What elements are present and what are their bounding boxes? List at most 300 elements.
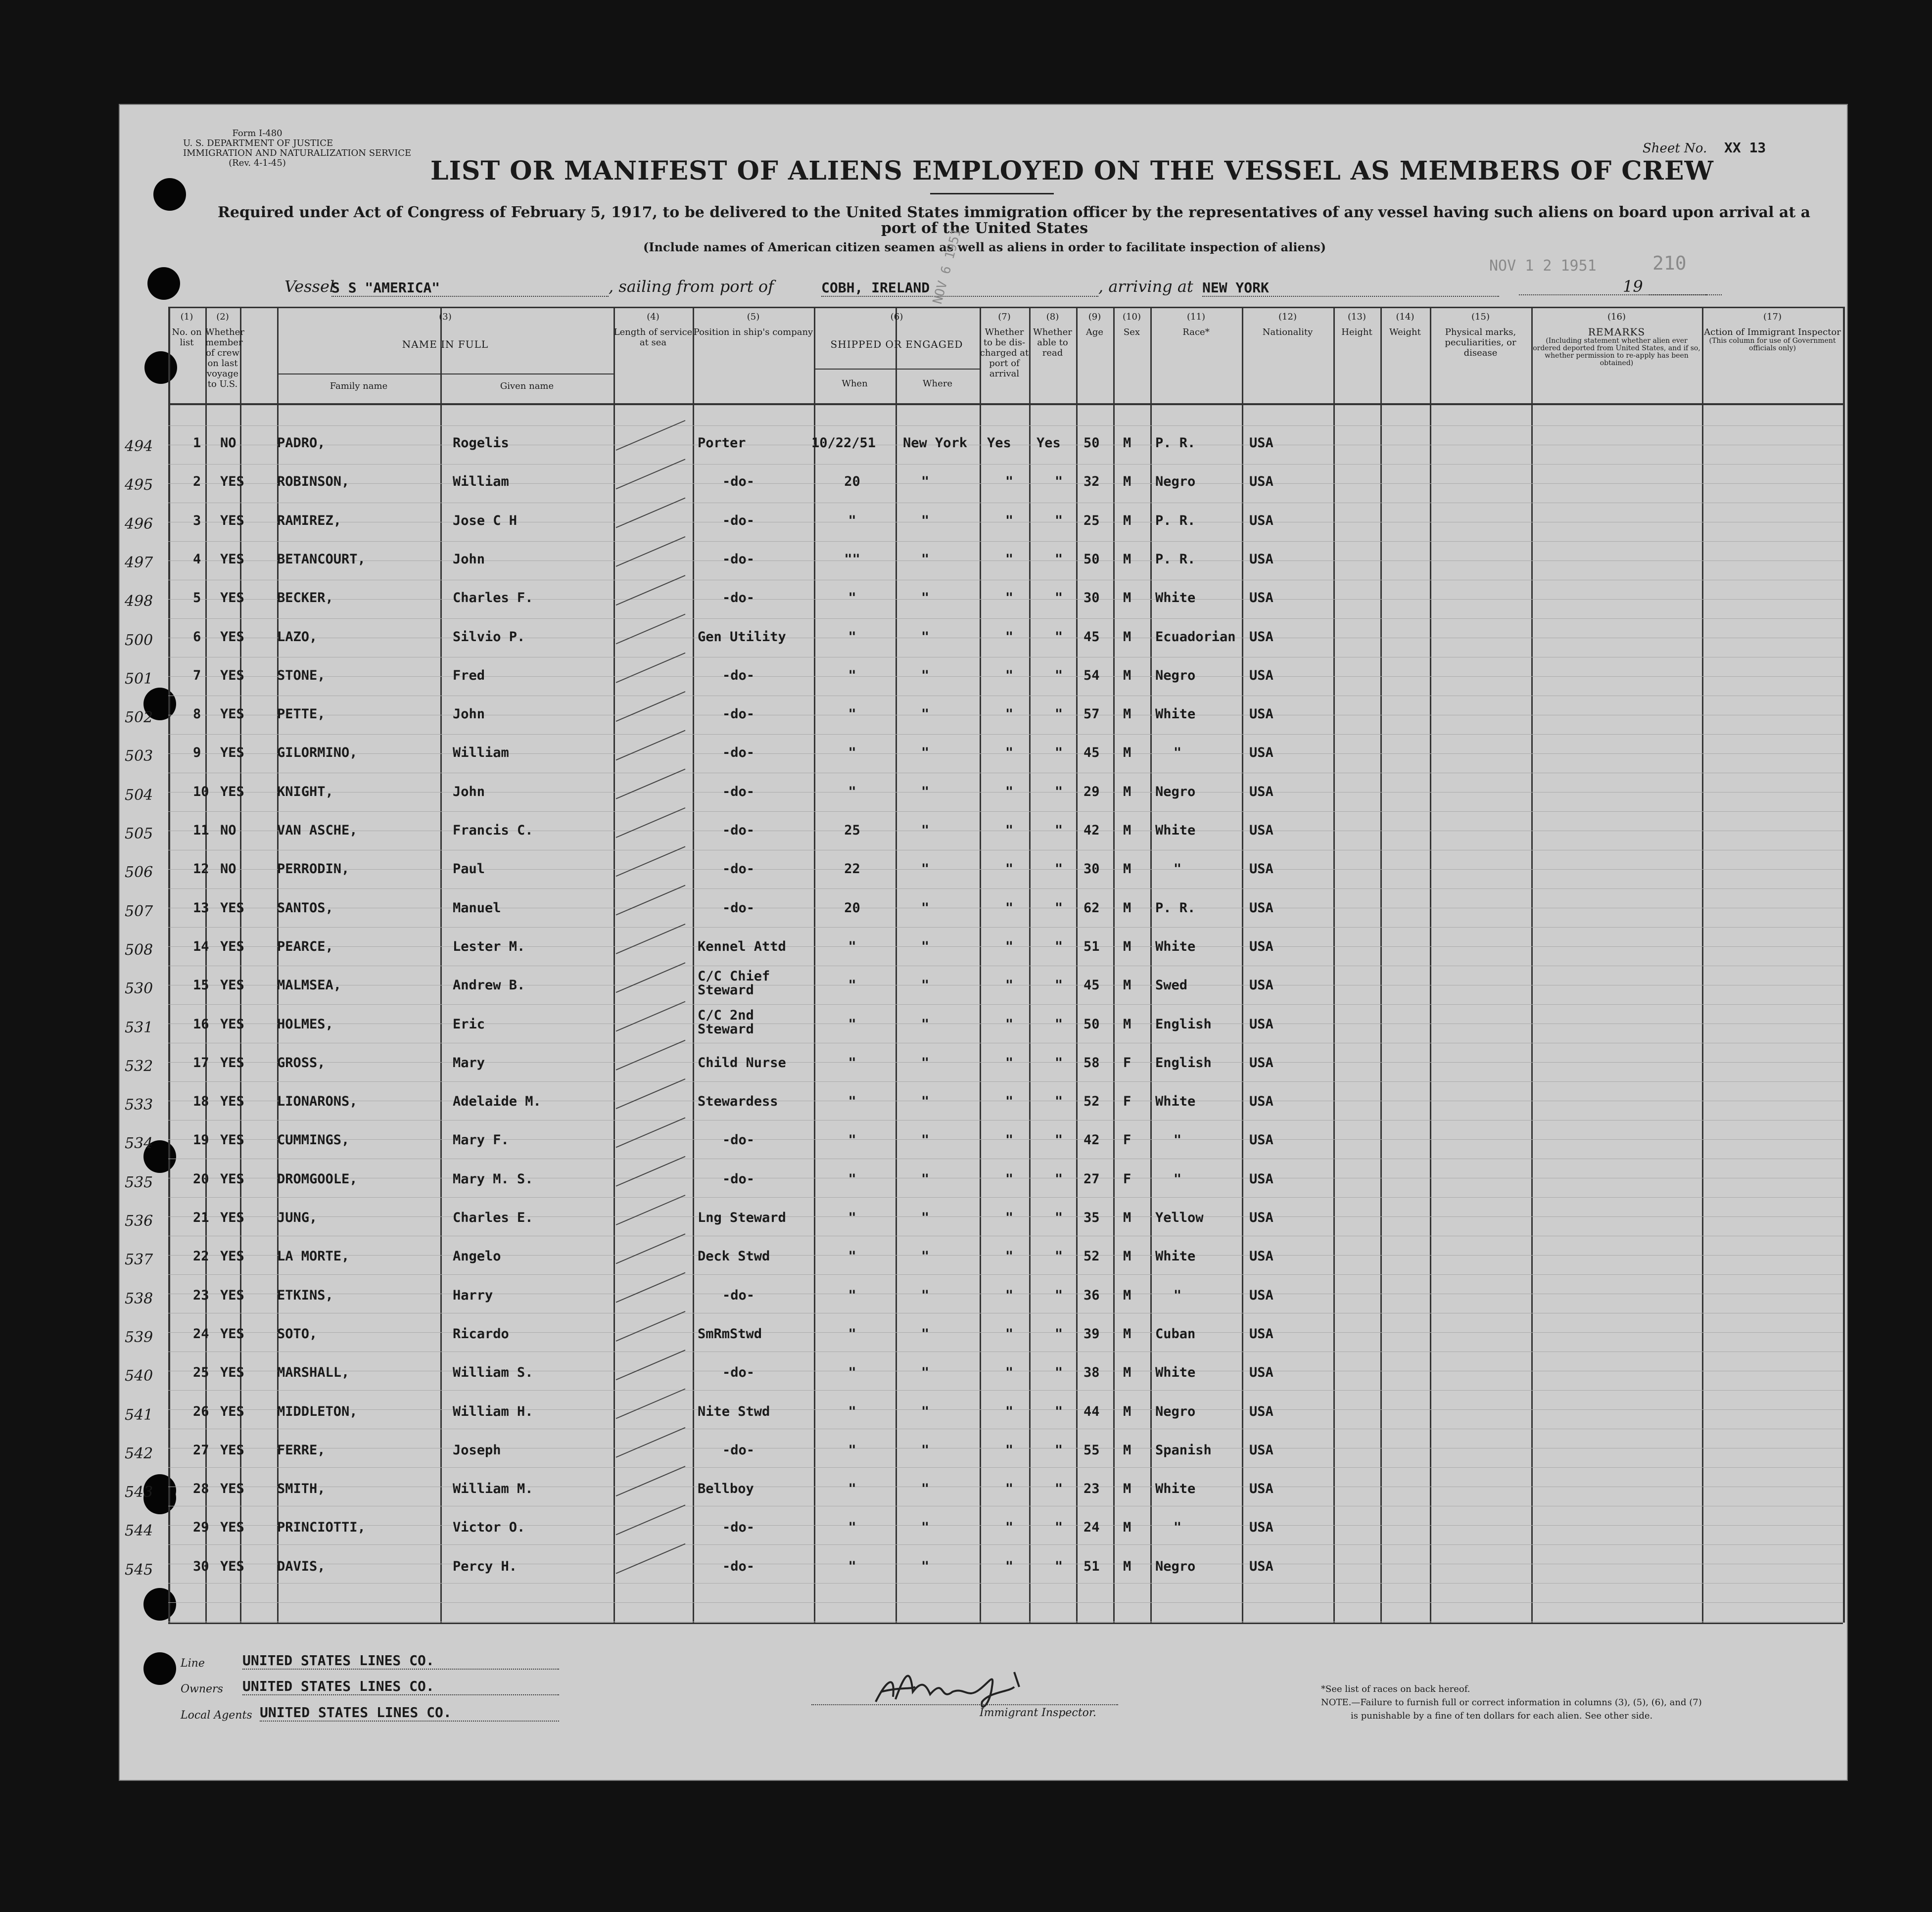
length-of-service-strokes: [611, 403, 695, 1620]
race: Negro: [1155, 667, 1196, 683]
vessel-name: S S "AMERICA": [331, 280, 609, 297]
shipped-when: 25: [844, 823, 860, 838]
shipped-when: 22: [844, 861, 860, 877]
race: P. R.: [1155, 513, 1196, 528]
ledger-rule: [168, 811, 1843, 812]
shipped-when: ": [848, 938, 856, 954]
ledger-rule: [168, 888, 1843, 889]
row-number: 24: [193, 1326, 209, 1342]
column-header: [1333, 312, 1380, 337]
sex: M: [1123, 1326, 1131, 1342]
shipped-where: ": [921, 590, 930, 606]
nationality: USA: [1249, 1520, 1273, 1536]
shipped-when: ": [848, 1132, 856, 1148]
given-name: Eric: [453, 1016, 485, 1032]
row-number: 19: [193, 1132, 209, 1148]
race: ": [1173, 1520, 1182, 1536]
sex: M: [1123, 900, 1131, 916]
row-number: 8: [193, 706, 201, 722]
family-name: ETKINS,: [277, 1287, 333, 1303]
family-name: PETTE,: [277, 706, 326, 722]
position: -do-: [722, 784, 755, 799]
shipped-where: ": [921, 978, 930, 993]
vessel-label: Vessel: [284, 277, 335, 296]
position: -do-: [722, 706, 755, 722]
sex: M: [1123, 823, 1131, 838]
sex: M: [1123, 1442, 1131, 1458]
shipped-when: ": [848, 745, 856, 761]
margin-line-number: 540: [125, 1367, 153, 1385]
margin-line-number: 538: [125, 1290, 153, 1307]
given-name: Joseph: [453, 1442, 501, 1458]
given-name: Fred: [453, 667, 485, 683]
given-name: Mary: [453, 1055, 485, 1071]
able-to-read: ": [1054, 745, 1063, 761]
ditto-stroke: [616, 1157, 685, 1186]
given-name: Angelo: [453, 1249, 501, 1264]
shipped-where: ": [921, 629, 930, 645]
ditto-stroke: [616, 1389, 685, 1419]
discharged: ": [1005, 551, 1014, 567]
nationality: USA: [1249, 667, 1273, 683]
age: 30: [1084, 861, 1100, 877]
ledger-rule: [168, 1004, 1843, 1005]
race: Swed: [1155, 978, 1188, 993]
discharged: ": [1005, 1171, 1014, 1187]
margin-line-number: 537: [125, 1251, 153, 1269]
able-to-read: ": [1054, 629, 1063, 645]
ditto-stroke: [616, 692, 685, 721]
column-number: (8): [1046, 312, 1059, 322]
position: C/C Chief Steward: [698, 969, 770, 998]
margin-line-number: 502: [125, 709, 153, 727]
given-name: John: [453, 706, 485, 722]
column-number: (2): [216, 312, 229, 322]
column-header: [1531, 312, 1702, 367]
column-number: (3): [439, 312, 452, 322]
row-number: 15: [193, 978, 209, 993]
shipped-when: ": [848, 1016, 856, 1032]
column-label: Physical marks, peculiarities, or disease: [1445, 327, 1516, 358]
nationality: USA: [1249, 474, 1273, 490]
race: Spanish: [1155, 1442, 1212, 1458]
previous-voyage: YES: [220, 1520, 244, 1536]
year-label: 19: [1623, 277, 1643, 296]
position: -do-: [722, 513, 755, 528]
column-number: (13): [1348, 312, 1366, 322]
shipped-where: ": [921, 1249, 930, 1264]
shipped-where: ": [921, 1132, 930, 1148]
margin-line-number: 536: [125, 1212, 153, 1230]
given-name: Mary F.: [453, 1132, 509, 1148]
discharged: ": [1005, 667, 1014, 683]
able-to-read: ": [1054, 784, 1063, 799]
previous-voyage: YES: [220, 938, 244, 954]
ditto-stroke: [616, 420, 685, 450]
column-divider: [1242, 307, 1243, 1623]
penalty-note-2: is punishable by a fine of ten dollars for each alien. See other side.: [1351, 1711, 1653, 1721]
shipped-where: ": [921, 784, 930, 799]
column-label: No. on list: [172, 327, 202, 348]
ledger-rule: [168, 618, 1843, 619]
shipped-when: ": [848, 1287, 856, 1303]
ledger-rule: [168, 541, 1843, 542]
discharged: ": [1005, 513, 1014, 528]
column-header: [1242, 312, 1333, 337]
sex: M: [1123, 435, 1131, 451]
nationality: USA: [1249, 706, 1273, 722]
row-number: 7: [193, 667, 201, 683]
shipped-where: ": [921, 938, 930, 954]
race: P. R.: [1155, 900, 1196, 916]
ditto-stroke: [616, 1505, 685, 1535]
row-number: 13: [193, 900, 209, 916]
row-number: 3: [193, 513, 201, 528]
agents-label: Local Agents: [181, 1709, 252, 1722]
margin-line-number: 535: [125, 1173, 153, 1191]
age: 25: [1084, 513, 1100, 528]
sex: M: [1123, 861, 1131, 877]
discharged: ": [1005, 978, 1014, 993]
shipped-where: ": [921, 1055, 930, 1071]
row-number: 18: [193, 1094, 209, 1110]
position: -do-: [722, 1558, 755, 1574]
previous-voyage: YES: [220, 1287, 244, 1303]
age: 45: [1084, 745, 1100, 761]
punch-hole: [144, 351, 177, 384]
discharged: ": [1005, 1210, 1014, 1225]
row-number: 6: [193, 629, 201, 645]
position: -do-: [722, 1287, 755, 1303]
column-number: (12): [1278, 312, 1297, 322]
shipped-where: ": [921, 1481, 930, 1497]
discharged: ": [1005, 706, 1014, 722]
shipped-when: ": [848, 1365, 856, 1381]
margin-line-number: 505: [125, 825, 153, 842]
margin-line-number: 508: [125, 941, 153, 959]
race: ": [1173, 1287, 1182, 1303]
subtitle-include: (Include names of American citizen seamen as well as aliens in order to facilitate inspection of aliens): [643, 240, 1326, 254]
row-number: 23: [193, 1287, 209, 1303]
sailing-label: , sailing from port of: [609, 277, 774, 296]
sheet-label: Sheet No.: [1643, 141, 1707, 156]
form-dept: U. S. DEPARTMENT OF JUSTICE: [183, 138, 333, 148]
family-name: RAMIREZ,: [277, 513, 342, 528]
nationality: USA: [1249, 1365, 1273, 1381]
column-label: Whether to be dis-charged at port of arrival: [980, 327, 1029, 379]
ditto-stroke: [616, 846, 685, 876]
ditto-stroke: [616, 1273, 685, 1303]
column-label: Position in ship's company: [693, 327, 813, 337]
family-name: PERRODIN,: [277, 861, 350, 877]
family-name: MARSHALL,: [277, 1365, 350, 1381]
ditto-stroke: [616, 614, 685, 644]
column-divider: [1380, 307, 1382, 1623]
discharged: Yes: [987, 435, 1011, 451]
column-label: NAME IN FULL: [402, 338, 489, 350]
nationality: USA: [1249, 513, 1273, 528]
column-number: (10): [1123, 312, 1141, 322]
family-name: PEARCE,: [277, 938, 333, 954]
margin-line-number: 501: [125, 670, 153, 688]
ditto-stroke: [616, 924, 685, 954]
race: White: [1155, 1249, 1196, 1264]
position: Stewardess: [698, 1094, 778, 1110]
given-name: Silvio P.: [453, 629, 525, 645]
age: 23: [1084, 1481, 1100, 1497]
position: -do-: [722, 900, 755, 916]
shipped-when: 10/22/51: [811, 435, 876, 451]
row-number: 12: [193, 861, 209, 877]
nationality: USA: [1249, 745, 1273, 761]
nationality: USA: [1249, 784, 1273, 799]
shipped-when: ": [848, 1094, 856, 1110]
shipped-where: ": [921, 1403, 930, 1419]
previous-voyage: YES: [220, 1403, 244, 1419]
able-to-read: ": [1054, 1365, 1063, 1381]
race: White: [1155, 590, 1196, 606]
column-number: (1): [180, 312, 193, 322]
previous-voyage: NO: [220, 435, 236, 451]
able-to-read: ": [1054, 900, 1063, 916]
race: White: [1155, 706, 1196, 722]
column-header: [1380, 312, 1430, 337]
given-name: Harry: [453, 1287, 493, 1303]
ditto-stroke: [616, 1195, 685, 1225]
sex: M: [1123, 551, 1131, 567]
previous-voyage: YES: [220, 551, 244, 567]
previous-voyage: YES: [220, 513, 244, 528]
inspector-line: [811, 1704, 1118, 1705]
sex: M: [1123, 978, 1131, 993]
ditto-stroke: [616, 1118, 685, 1147]
discharged: ": [1005, 1365, 1014, 1381]
ledger-rule: [168, 927, 1843, 928]
given-name: Charles F.: [453, 590, 533, 606]
margin-line-number: 544: [125, 1522, 153, 1540]
sex: M: [1123, 784, 1131, 799]
given-name: Lester M.: [453, 938, 525, 954]
sex: M: [1123, 1287, 1131, 1303]
able-to-read: ": [1054, 1171, 1063, 1187]
given-name: Jose C H: [453, 513, 518, 528]
given-name: Andrew B.: [453, 978, 525, 993]
sex: M: [1123, 590, 1131, 606]
race: ": [1173, 1171, 1182, 1187]
family-name: LIONARONS,: [277, 1094, 358, 1110]
column-label: SHIPPED OR ENGAGED: [830, 338, 963, 350]
race: Ecuadorian: [1155, 629, 1236, 645]
race: White: [1155, 1094, 1196, 1110]
ledger-rule: [168, 734, 1843, 735]
given-name: Manuel: [453, 900, 501, 916]
date-stamp-rotated: NOV 6 1951: [930, 227, 965, 306]
sex: M: [1123, 629, 1131, 645]
age: 45: [1084, 629, 1100, 645]
family-name: SOTO,: [277, 1326, 318, 1342]
row-number: 5: [193, 590, 201, 606]
year-line: [1648, 294, 1707, 295]
column-number: (5): [747, 312, 760, 322]
arriving-label: , arriving at: [1098, 277, 1193, 296]
punch-hole: [147, 267, 180, 300]
given-name: Ricardo: [453, 1326, 509, 1342]
shipped-when: ": [848, 1520, 856, 1536]
family-name: JUNG,: [277, 1210, 318, 1225]
column-divider: [277, 307, 279, 1623]
discharged: ": [1005, 629, 1014, 645]
discharged: ": [1005, 745, 1014, 761]
shipped-where: ": [921, 1210, 930, 1225]
previous-voyage: YES: [220, 1055, 244, 1071]
position: -do-: [722, 1520, 755, 1536]
sex: F: [1123, 1094, 1131, 1110]
column-label: Sex: [1123, 327, 1140, 337]
age: 24: [1084, 1520, 1100, 1536]
sex: M: [1123, 1481, 1131, 1497]
nationality: USA: [1249, 551, 1273, 567]
row-number: 20: [193, 1171, 209, 1187]
nationality: USA: [1249, 629, 1273, 645]
family-name: MALMSEA,: [277, 978, 342, 993]
column-header: [980, 312, 1029, 379]
column-header: [277, 312, 613, 350]
discharged: ": [1005, 1481, 1014, 1497]
column-number: (7): [998, 312, 1011, 322]
race: P. R.: [1155, 551, 1196, 567]
ditto-stroke: [616, 653, 685, 683]
line-value: UNITED STATES LINES CO.: [242, 1652, 559, 1670]
previous-voyage: NO: [220, 861, 236, 877]
previous-voyage: YES: [220, 474, 244, 490]
race: White: [1155, 938, 1196, 954]
subcolumn-header-given: Given name: [500, 381, 554, 391]
nationality: USA: [1249, 900, 1273, 916]
able-to-read: ": [1054, 551, 1063, 567]
line-label: Line: [181, 1657, 205, 1670]
able-to-read: ": [1054, 978, 1063, 993]
nationality: USA: [1249, 1249, 1273, 1264]
previous-voyage: NO: [220, 823, 236, 838]
age: 55: [1084, 1442, 1100, 1458]
position: -do-: [722, 1132, 755, 1148]
column-divider: [1333, 307, 1335, 1623]
able-to-read: ": [1054, 590, 1063, 606]
position: Gen Utility: [698, 629, 786, 645]
shipped-when: "": [844, 551, 860, 567]
previous-voyage: YES: [220, 1481, 244, 1497]
subtitle-port: port of the United States: [881, 220, 1088, 237]
column-divider: [1113, 307, 1115, 1623]
given-name: Rogelis: [453, 435, 509, 451]
position: Child Nurse: [698, 1055, 786, 1071]
age: 62: [1084, 900, 1100, 916]
sex: M: [1123, 1365, 1131, 1381]
column-header: [1702, 312, 1843, 352]
discharged: ": [1005, 1132, 1014, 1148]
shipped-where: ": [921, 1016, 930, 1032]
nationality: USA: [1249, 1055, 1273, 1071]
discharged: ": [1005, 1094, 1014, 1110]
race: Negro: [1155, 474, 1196, 490]
column-number: (16): [1607, 312, 1626, 322]
ditto-stroke: [616, 575, 685, 605]
shipped-where: ": [921, 1171, 930, 1187]
shipped-when: ": [848, 1326, 856, 1342]
given-name: William H.: [453, 1403, 533, 1419]
race: Yellow: [1155, 1210, 1204, 1225]
nationality: USA: [1249, 1132, 1273, 1148]
row-number: 1: [193, 435, 201, 451]
race: Negro: [1155, 1403, 1196, 1419]
sex: F: [1123, 1171, 1131, 1187]
sex: M: [1123, 1558, 1131, 1574]
margin-line-number: 506: [125, 864, 153, 882]
family-name: DAVIS,: [277, 1558, 326, 1574]
position: Bellboy: [698, 1481, 754, 1497]
column-header: [1076, 312, 1113, 337]
ditto-stroke: [616, 1234, 685, 1263]
column-divider: [1430, 307, 1431, 1623]
column-label: REMARKS: [1588, 326, 1646, 338]
shipped-when: ": [848, 513, 856, 528]
discharged: ": [1005, 784, 1014, 799]
able-to-read: ": [1054, 1016, 1063, 1032]
ditto-stroke: [616, 769, 685, 799]
sheet-number: XX 13: [1724, 140, 1766, 156]
discharged: ": [1005, 1403, 1014, 1419]
shipped-when: ": [848, 1403, 856, 1419]
row-number: 21: [193, 1210, 209, 1225]
previous-voyage: YES: [220, 745, 244, 761]
race: ": [1173, 861, 1182, 877]
ledger-rule: [168, 1081, 1843, 1082]
subcolumn-header-when: When: [842, 378, 868, 389]
given-name: William: [453, 474, 509, 490]
age: 51: [1084, 1558, 1100, 1574]
age: 50: [1084, 435, 1100, 451]
previous-voyage: YES: [220, 1249, 244, 1264]
able-to-read: ": [1054, 1403, 1063, 1419]
nationality: USA: [1249, 861, 1273, 877]
sex: M: [1123, 1403, 1131, 1419]
nationality: USA: [1249, 590, 1273, 606]
position: -do-: [722, 745, 755, 761]
sex: M: [1123, 1520, 1131, 1536]
able-to-read: ": [1054, 513, 1063, 528]
previous-voyage: YES: [220, 1365, 244, 1381]
column-divider: [814, 307, 815, 1623]
column-divider: [1531, 307, 1533, 1623]
able-to-read: ": [1054, 1326, 1063, 1342]
row-number: 30: [193, 1558, 209, 1574]
given-name: Charles E.: [453, 1210, 533, 1225]
able-to-read: ": [1054, 1094, 1063, 1110]
shipped-where: ": [921, 861, 930, 877]
table-bottom-border: [168, 1623, 1843, 1624]
age: 45: [1084, 978, 1100, 993]
column-label: Whether able to read: [1033, 327, 1072, 358]
column-number: (15): [1471, 312, 1490, 322]
shipped-when: ": [848, 667, 856, 683]
shipped-when: ": [848, 1171, 856, 1187]
ditto-stroke: [616, 808, 685, 838]
margin-line-number: 496: [125, 515, 153, 533]
penalty-note-1: NOTE.—Failure to furnish full or correct information in columns (3), (5), (6), and (7): [1321, 1697, 1702, 1708]
column-header: [1029, 312, 1076, 358]
race: English: [1155, 1016, 1212, 1032]
shipped-when: ": [848, 629, 856, 645]
